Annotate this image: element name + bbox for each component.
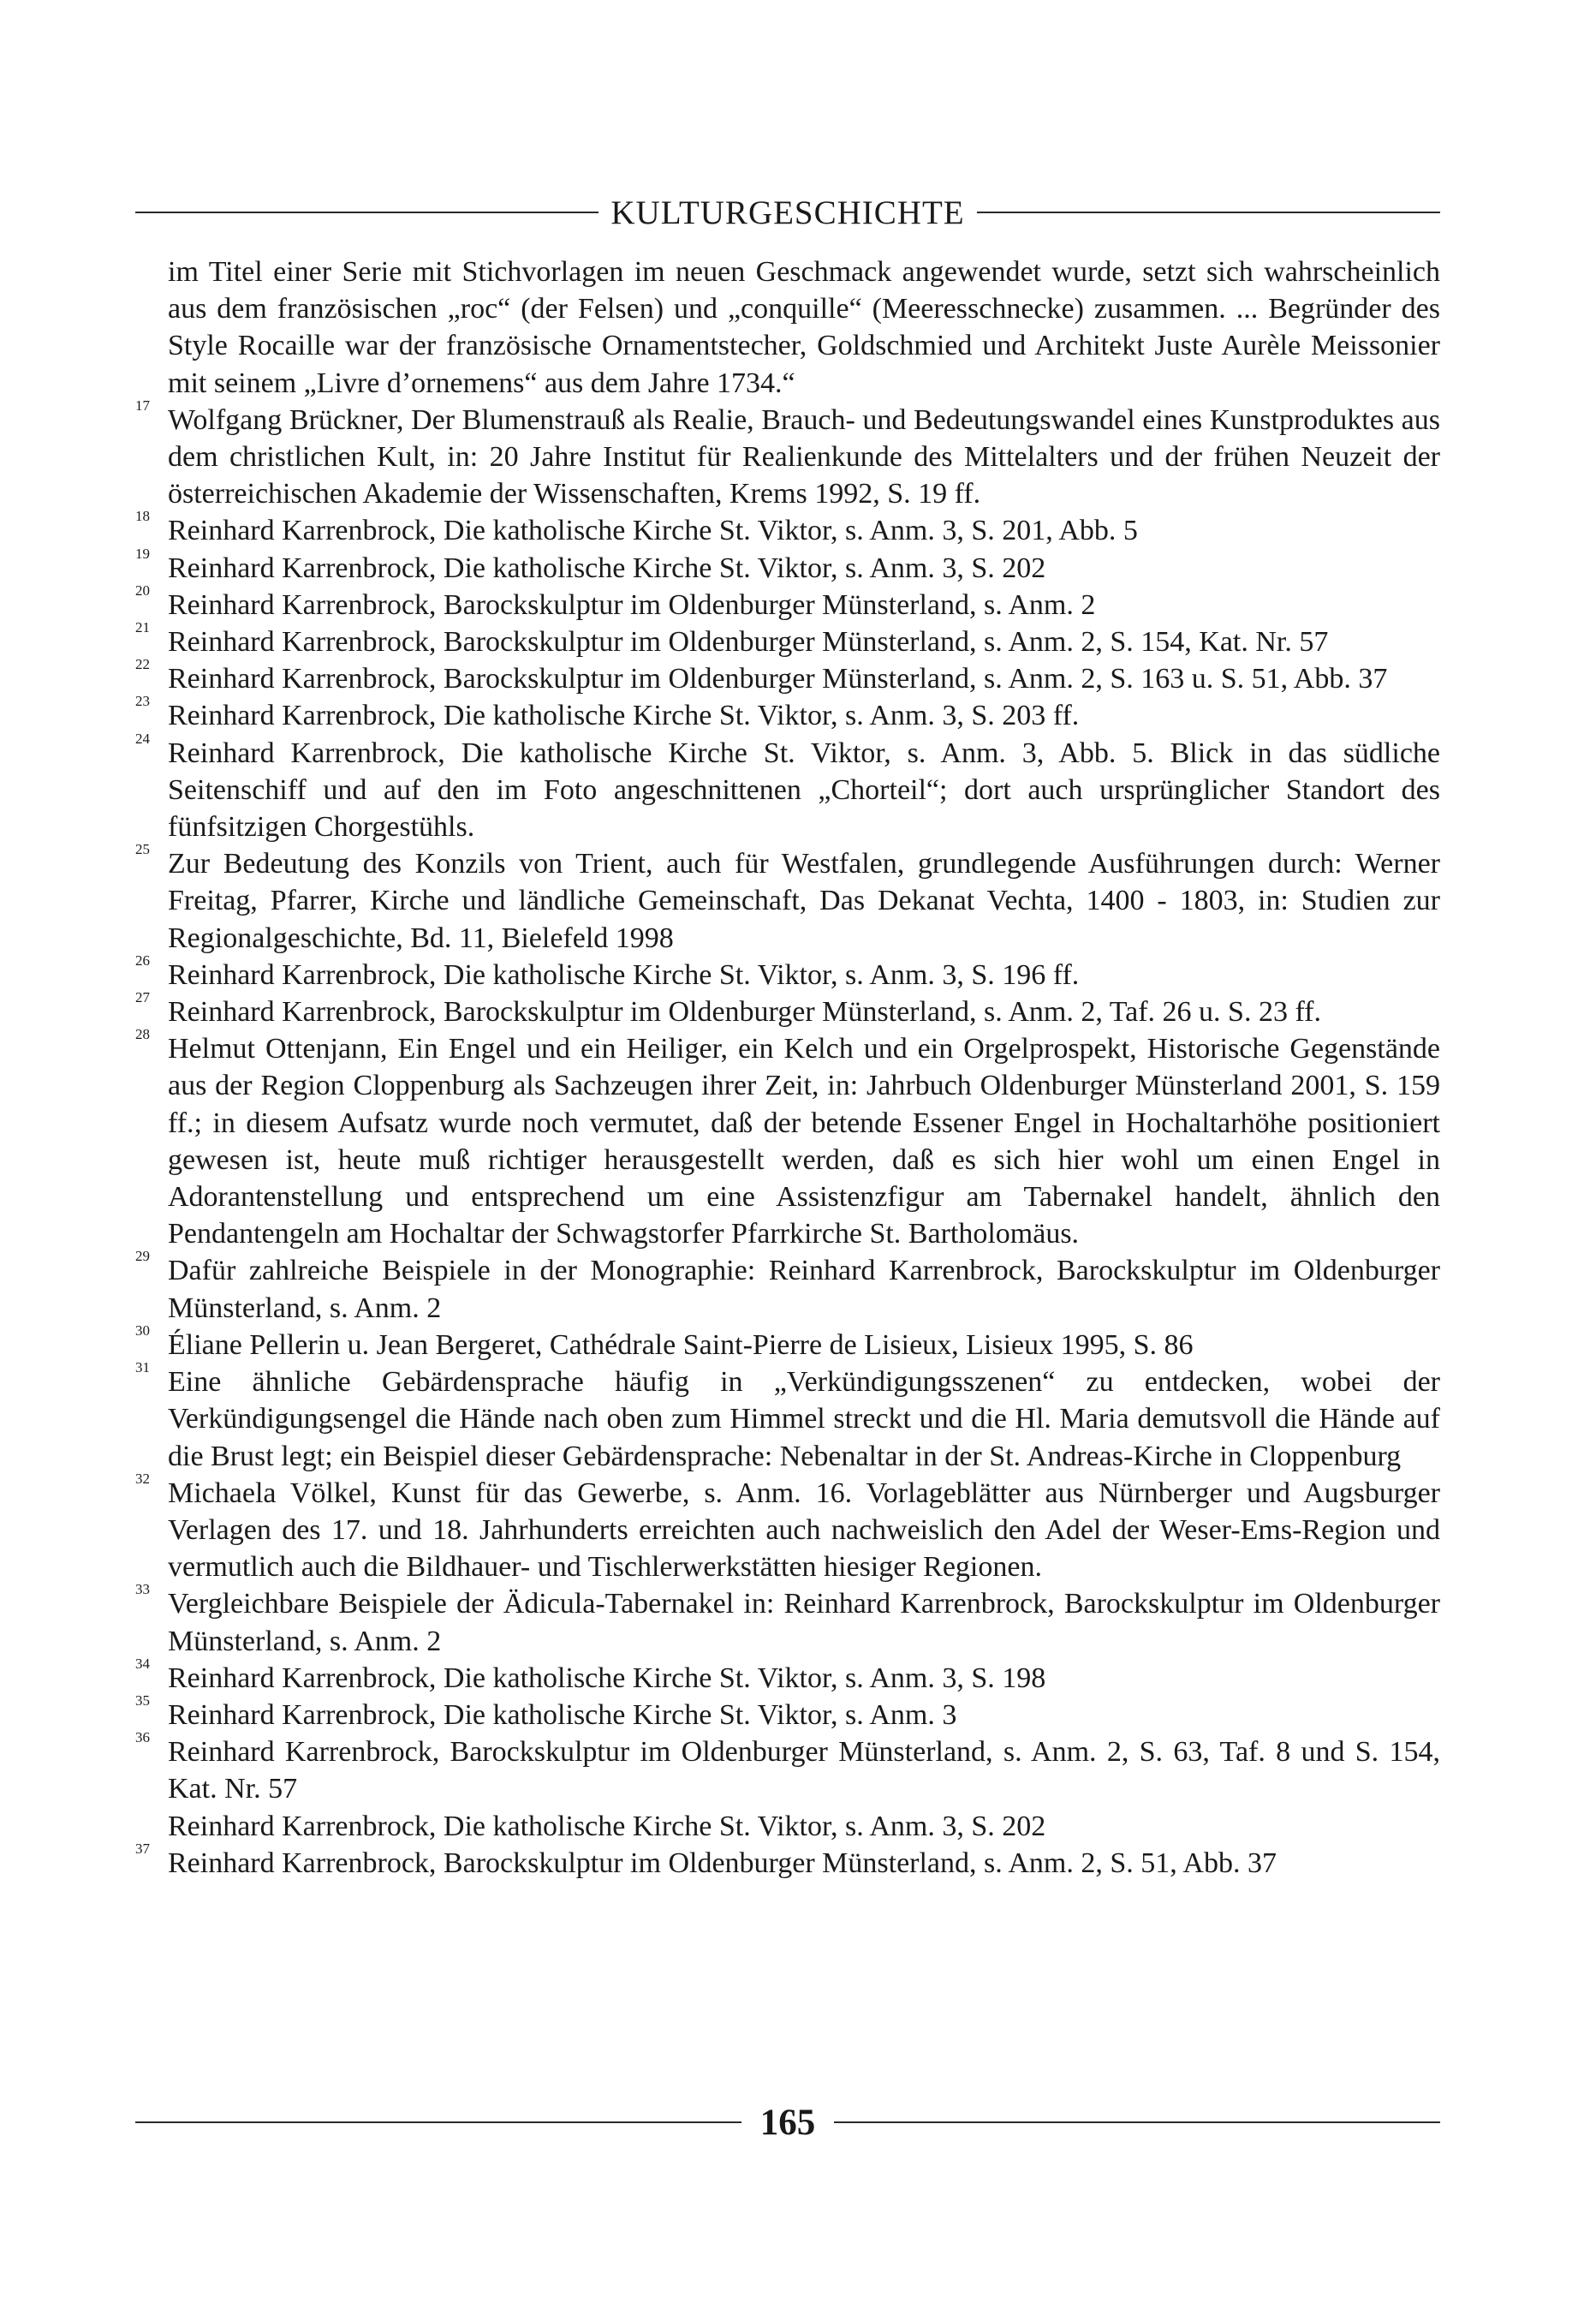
footnote-text: Reinhard Karrenbrock, Barockskulptur im Oldenburger Münsterland, s. Anm. 2 xyxy=(168,588,1096,621)
footnote-number: 34 xyxy=(135,1655,150,1672)
footnote xyxy=(135,397,1440,513)
footnote xyxy=(135,952,1440,993)
footer-rule-left xyxy=(135,2121,741,2123)
footnote xyxy=(135,1691,1440,1733)
footnote-number: 25 xyxy=(135,841,150,858)
footnotes xyxy=(135,254,1440,1882)
footnote-number: 28 xyxy=(135,1026,150,1043)
footnote-number: 35 xyxy=(135,1691,150,1709)
footnote-text: Michaela Völkel, Kunst für das Gewerbe, s. Anm. 16. Vorlageblätter aus Nürnberger und Augsburger Verlagen des 17. und 18. Jahrhunderts erreichten auch nachweislich den Adel der Weser-Ems-Region und vermutlich auch die Bildhauer- und Tischlerwerkstätten hiesiger Regionen. xyxy=(168,1477,1440,1584)
section-title: KULTURGESCHICHTE xyxy=(610,194,965,231)
page-number: 165 xyxy=(759,2102,816,2143)
footnote xyxy=(135,1322,1440,1363)
footnote-number: 37 xyxy=(135,1840,150,1857)
footnote-text: Reinhard Karrenbrock, Die katholische Kirche St. Viktor, s. Anm. 3, S. 203 ff. xyxy=(168,700,1080,732)
footnote-number: 32 xyxy=(135,1470,150,1487)
footnote xyxy=(135,508,1440,549)
footnote-text: Reinhard Karrenbrock, Barockskulptur im Oldenburger Münsterland, s. Anm. 2, S. 154, Kat. Nr. 57 xyxy=(168,626,1329,659)
footnote-number: 24 xyxy=(135,730,150,747)
footnote-number: 18 xyxy=(135,508,150,525)
footnote-text: Reinhard Karrenbrock, Die katholische Kirche St. Viktor, s. Anm. 3, Abb. 5. Blick in das südliche Seitenschiff und auf den im Foto angeschnittenen „Chorteil“; dort auch ursprünglicher Standort des fünfsitzigen Chorgestühls. xyxy=(168,737,1440,844)
footnote-text: Dafür zahlreiche Beispiele in der Monographie: Reinhard Karrenbrock, Barockskulptur im Oldenburger Münsterland, s. Anm. 2 xyxy=(168,1255,1440,1324)
footnote xyxy=(135,1581,1440,1659)
footnote-number: 27 xyxy=(135,989,150,1006)
footnote-number: 21 xyxy=(135,619,150,636)
footnote-number: 36 xyxy=(135,1729,150,1746)
footnote xyxy=(135,1026,1440,1252)
footnote-number: 22 xyxy=(135,656,150,673)
footnote-number: 33 xyxy=(135,1581,150,1598)
footnote xyxy=(135,1470,1440,1586)
footnote-text: Reinhard Karrenbrock, Barockskulptur im Oldenburger Münsterland, s. Anm. 2, S. 51, Abb. 37 xyxy=(168,1847,1277,1879)
footnote-text: Reinhard Karrenbrock, Die katholische Kirche St. Viktor, s. Anm. 3 xyxy=(168,1698,957,1731)
footnote-text: Helmut Ottenjann, Ein Engel und ein Heiliger, ein Kelch und ein Orgelprospekt, Historische Gegenstände aus der Region Cloppenburg als Sachzeugen ihrer Zeit, in: Jahrbuch Oldenburger Münsterland 2001, S. 159 ff.; in diesem Aufsatz wurde noch vermutet, daß der betende Essener Engel in Hochaltarhöhe positioniert gewesen ist, heute muß richtiger herausgestellt werden, daß es sich hier wohl um einen Engel in Adorantenstellung und entsprechend um eine Assistenzfigur am Tabernakel handelt, ähnlich den Pendantengeln am Hochaltar der Schwagstorfer Pfarrkirche St. Bartholomäus. xyxy=(168,1033,1440,1250)
footnote xyxy=(135,1729,1440,1845)
footnote-number: 26 xyxy=(135,952,150,969)
footnote-number: 20 xyxy=(135,582,150,599)
footnote xyxy=(135,1655,1440,1697)
footnote xyxy=(135,619,1440,660)
footnote xyxy=(135,1840,1440,1882)
footnote-text: Reinhard Karrenbrock, Barockskulptur im Oldenburger Münsterland, s. Anm. 2, S. 163 u. S. 51, Abb. 37 xyxy=(168,663,1388,695)
footnote-text: im Titel einer Serie mit Stichvorlagen im neuen Geschmack angewendet wurde, setzt sich wahrscheinlich aus dem französischen „roc“ (der Felsen) und „conquille“ (Meeresschnecke) zusammen. ... Begründer des Style Rocaille war der französische Ornamentstecher, Goldschmied und Architekt Juste Aurèle Meissonier mit seinem „Livre d’ornemens“ aus dem Jahre 1734.“ xyxy=(168,256,1440,399)
footnote-text: Reinhard Karrenbrock, Die katholische Kirche St. Viktor, s. Anm. 3, S. 198 xyxy=(168,1662,1046,1694)
header-rule-right xyxy=(977,212,1440,213)
running-header xyxy=(135,187,1440,238)
footnote xyxy=(135,1248,1440,1326)
header-rule-left xyxy=(135,212,598,213)
footnote-text: Zur Bedeutung des Konzils von Trient, auch für Westfalen, grundlegende Ausführungen durch: Werner Freitag, Pfarrer, Kirche und ländliche Gemeinschaft, Das Dekanat Vechta, 1400 - 1803, in: Studien zur Regionalgeschichte, Bd. 11, Bielefeld 1998 xyxy=(168,848,1440,954)
footnote-text: Reinhard Karrenbrock, Die katholische Kirche St. Viktor, s. Anm. 3, S. 202 xyxy=(168,552,1046,584)
footnote xyxy=(135,693,1440,734)
footnote-text: Reinhard Karrenbrock, Barockskulptur im Oldenburger Münsterland, s. Anm. 2, S. 63, Taf. 8 und S. 154, Kat. Nr. 57 xyxy=(168,1736,1440,1805)
footnote-number: 19 xyxy=(135,545,150,562)
footnote-text: Vergleichbare Beispiele der Ädicula-Tabernakel in: Reinhard Karrenbrock, Barockskulptur im Oldenburger Münsterland, s. Anm. 2 xyxy=(168,1588,1440,1657)
footnote-number: 30 xyxy=(135,1322,150,1339)
footnote-text: Wolfgang Brückner, Der Blumenstrauß als Realie, Brauch- und Bedeutungswandel eines Kunstproduktes aus dem christlichen Kult, in: 20 Jahre Institut für Realienkunde des Mittelalters und der frühen Neuzeit der österreichischen Akademie der Wissenschaften, Krems 1992, S. 19 ff. xyxy=(168,403,1440,510)
page-footer xyxy=(135,2097,1440,2148)
footnote-text: Eine ähnliche Gebärdensprache häufig in „Verkündigungsszenen“ zu entdecken, wobei der Verkündigungsengel die Hände nach oben zum Himmel streckt und die Hl. Maria demutsvoll die Hände auf die Brust legt; ein Beispiel dieser Gebärdensprache: Nebenaltar in der St. Andreas-Kirche in Cloppenburg xyxy=(168,1366,1440,1472)
footnote xyxy=(135,841,1440,957)
footnote-text: Reinhard Karrenbrock, Barockskulptur im Oldenburger Münsterland, s. Anm. 2, Taf. 26 u. S. 23 ff. xyxy=(168,996,1322,1029)
footnote-number: 17 xyxy=(135,397,150,414)
footnote-continuation xyxy=(135,254,1440,402)
footnote-continuation-text: Reinhard Karrenbrock, Die katholische Kirche St. Viktor, s. Anm. 3, S. 202 xyxy=(168,1810,1046,1842)
footnote xyxy=(135,582,1440,623)
footnote-number: 31 xyxy=(135,1359,150,1376)
footnote-number: 29 xyxy=(135,1248,150,1265)
footnote xyxy=(135,545,1440,587)
footnote xyxy=(135,656,1440,697)
footnote xyxy=(135,989,1440,1030)
footnote-number: 23 xyxy=(135,693,150,710)
footnote-text: Reinhard Karrenbrock, Die katholische Kirche St. Viktor, s. Anm. 3, S. 196 ff. xyxy=(168,958,1080,991)
footnote xyxy=(135,730,1440,846)
footnote-text: Éliane Pellerin u. Jean Bergeret, Cathédrale Saint-Pierre de Lisieux, Lisieux 1995, S. 86 xyxy=(168,1328,1194,1361)
footer-rule-right xyxy=(834,2121,1440,2123)
footnote-text: Reinhard Karrenbrock, Die katholische Kirche St. Viktor, s. Anm. 3, S. 201, Abb. 5 xyxy=(168,515,1138,547)
footnote xyxy=(135,1359,1440,1475)
